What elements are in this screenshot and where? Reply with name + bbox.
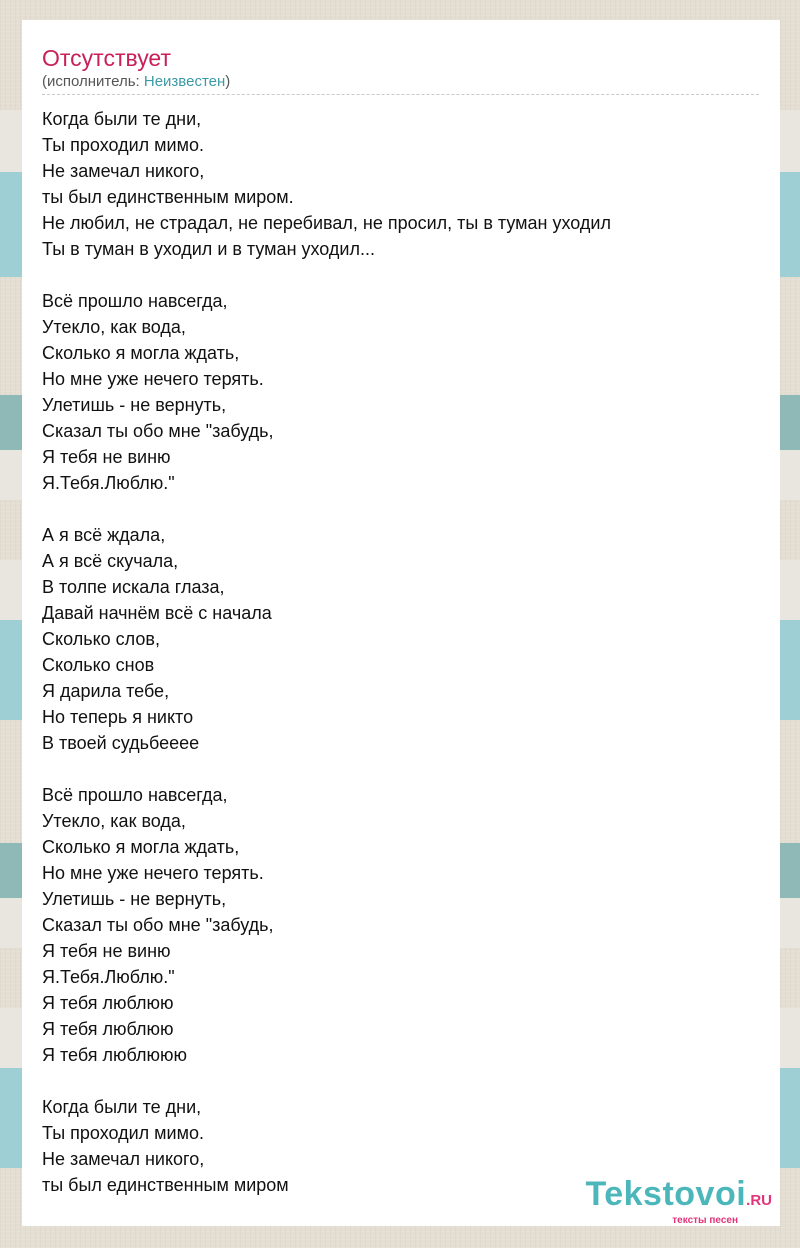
lyric-line: Улетишь - не вернуть,: [42, 889, 227, 909]
lyric-line: Но теперь я никто: [42, 707, 194, 727]
lyric-line: Улетишь - не вернуть,: [42, 395, 227, 415]
logo-name: Tekstovoi: [585, 1175, 747, 1213]
lyric-line: Утекло, как вода,: [42, 811, 186, 831]
lyric-line: Сказал ты обо мне "забудь,: [42, 915, 274, 935]
stanza-break: [42, 496, 762, 522]
lyric-line: Ты в туман в уходил и в туман уходил...: [42, 239, 375, 259]
lyric-line: Ты проходил мимо.: [42, 135, 204, 155]
lyric-line: Не замечал никого,: [42, 1149, 205, 1169]
lyrics-text: [42, 106, 762, 1198]
stanza-break: [42, 262, 762, 288]
lyric-line: ты был единственным миром: [42, 1175, 289, 1195]
lyric-line: Я дарила тебе,: [42, 681, 170, 701]
stanza-break: [42, 756, 762, 782]
artist-suffix: ): [225, 73, 231, 90]
lyric-line: Утекло, как вода,: [42, 317, 186, 337]
lyric-line: Сколько я могла ждать,: [42, 837, 240, 857]
lyric-line: Когда были те дни,: [42, 1097, 202, 1117]
artist-line: [42, 73, 230, 91]
lyric-line: Но мне уже нечего терять.: [42, 369, 264, 389]
lyric-line: Сколько я могла ждать,: [42, 343, 240, 363]
stanza-break: [42, 1068, 762, 1094]
lyric-line: Сколько снов: [42, 655, 155, 675]
logo-wordmark: [585, 1177, 772, 1218]
header-divider: [42, 94, 759, 95]
lyric-line: В толпе искала глаза,: [42, 577, 225, 597]
lyric-line: Я.Тебя.Люблю.": [42, 967, 175, 987]
lyric-line: Но мне уже нечего терять.: [42, 863, 264, 883]
lyric-line: Всё прошло навсегда,: [42, 785, 228, 805]
lyric-line: Я тебя не виню: [42, 941, 171, 961]
lyric-line: Сказал ты обо мне "забудь,: [42, 421, 274, 441]
lyric-line: Не любил, не страдал, не перебивал, не просил, ты в туман уходил: [42, 213, 611, 233]
logo-tagline: тексты песен: [672, 1215, 738, 1226]
lyric-line: Я тебя люблююю: [42, 1045, 188, 1065]
artist-link[interactable]: Неизвестен: [143, 73, 226, 90]
lyric-line: Я.Тебя.Люблю.": [42, 473, 175, 493]
logo-tld: .RU: [746, 1192, 772, 1209]
artist-prefix: (исполнитель:: [42, 73, 144, 90]
lyric-line: ты был единственным миром.: [42, 187, 294, 207]
lyric-line: Я тебя люблюю: [42, 993, 174, 1013]
lyrics-card: [22, 20, 780, 1226]
lyric-line: Не замечал никого,: [42, 161, 205, 181]
lyric-line: А я всё скучала,: [42, 551, 179, 571]
lyric-line: Я тебя не виню: [42, 447, 171, 467]
site-logo[interactable]: [585, 1177, 772, 1226]
lyric-line: Давай начнём всё с начала: [42, 603, 272, 623]
lyric-line: В твоей судьбееее: [42, 733, 200, 753]
lyric-line: Ты проходил мимо.: [42, 1123, 204, 1143]
lyric-line: А я всё ждала,: [42, 525, 166, 545]
lyric-line: Я тебя люблюю: [42, 1019, 174, 1039]
lyric-line: Сколько слов,: [42, 629, 160, 649]
song-title: Отсутствует: [42, 45, 171, 71]
lyric-line: Когда были те дни,: [42, 109, 202, 129]
lyric-line: Всё прошло навсегда,: [42, 291, 228, 311]
